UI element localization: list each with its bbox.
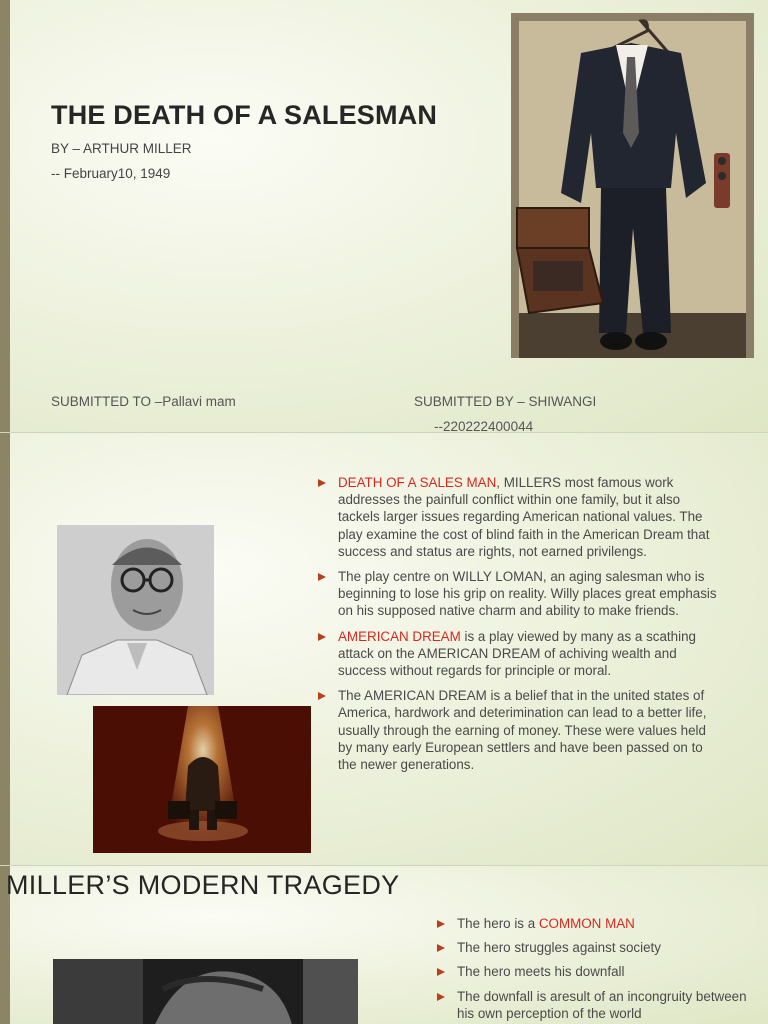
tragedy-slide xyxy=(0,866,768,1024)
highlight-text: COMMON MAN xyxy=(538,916,635,931)
arrow-bullet-icon xyxy=(318,633,326,641)
roll-number: --220222400044 xyxy=(434,419,534,432)
arrow-bullet-icon xyxy=(437,968,445,976)
title-slide xyxy=(0,0,768,432)
film-still-image xyxy=(53,959,358,1024)
tragedy-list xyxy=(435,915,760,1024)
page-title: THE DEATH OF A SALESMAN xyxy=(51,100,438,130)
list-item xyxy=(316,687,721,773)
arrow-bullet-icon xyxy=(437,993,445,1001)
arrow-bullet-icon xyxy=(437,944,445,952)
left-accent-bar xyxy=(0,0,10,432)
content-slide xyxy=(0,433,768,865)
salesman-spotlight-image xyxy=(93,706,311,853)
author-line: BY – ARTHUR MILLER xyxy=(51,141,192,156)
bullet-text: is a play viewed by many as a scathing attack on the AMERICAN DREAM of achiving wealth and success without regards for principle or moral. xyxy=(338,628,696,679)
bullet-text: , MILLERS most famous work addresses the painfull conflict within one family, but it also tackels larger issues regarding American national values. The play examine the cost of blind faith in the American Dream that success and status are rights, not earned privilengs. xyxy=(338,475,710,559)
list-item xyxy=(435,988,760,1022)
empty-suit-image xyxy=(511,13,754,358)
left-accent-bar xyxy=(0,433,10,865)
play-summary-list xyxy=(316,474,721,781)
submitted-to: SUBMITTED TO –Pallavi mam xyxy=(51,394,236,409)
highlight-text: AMERICAN DREAM xyxy=(338,628,461,644)
date-line: -- February10, 1949 xyxy=(51,166,171,181)
list-item xyxy=(316,628,721,680)
section-title: MILLER’S MODERN TRAGEDY xyxy=(6,870,400,900)
highlight-text: DEATH OF A SALES MAN xyxy=(338,475,497,490)
arthur-miller-portrait xyxy=(57,525,214,695)
submitted-by: SUBMITTED BY – SHIWANGI xyxy=(414,394,597,409)
arrow-bullet-icon xyxy=(437,920,445,928)
list-item xyxy=(316,474,721,560)
list-item xyxy=(316,568,721,620)
arrow-bullet-icon xyxy=(318,479,326,487)
bullet-text: The hero struggles against society xyxy=(457,940,661,956)
list-item xyxy=(435,915,760,932)
list-item xyxy=(435,963,760,980)
list-item xyxy=(435,939,760,956)
bullet-text: The play centre on WILLY LOMAN, an aging salesman who is beginning to lose his grip on reality. Willy places great emphasis on his supposed native charm and ability to make friends. xyxy=(338,569,717,619)
arrow-bullet-icon xyxy=(318,692,326,700)
bullet-text: The AMERICAN DREAM is a belief that in the united states of America, hardwork and deterimination can lead to a better life, usually through the earning of money. These were values held by many early European settlers and have been passed on to the newer generations. xyxy=(338,688,707,773)
bullet-text: The hero is a xyxy=(457,916,539,931)
bullet-text: The hero meets his downfall xyxy=(457,964,625,980)
arrow-bullet-icon xyxy=(318,573,326,581)
bullet-text: The downfall is aresult of an incongruity between his own perception of the world xyxy=(457,988,747,1021)
